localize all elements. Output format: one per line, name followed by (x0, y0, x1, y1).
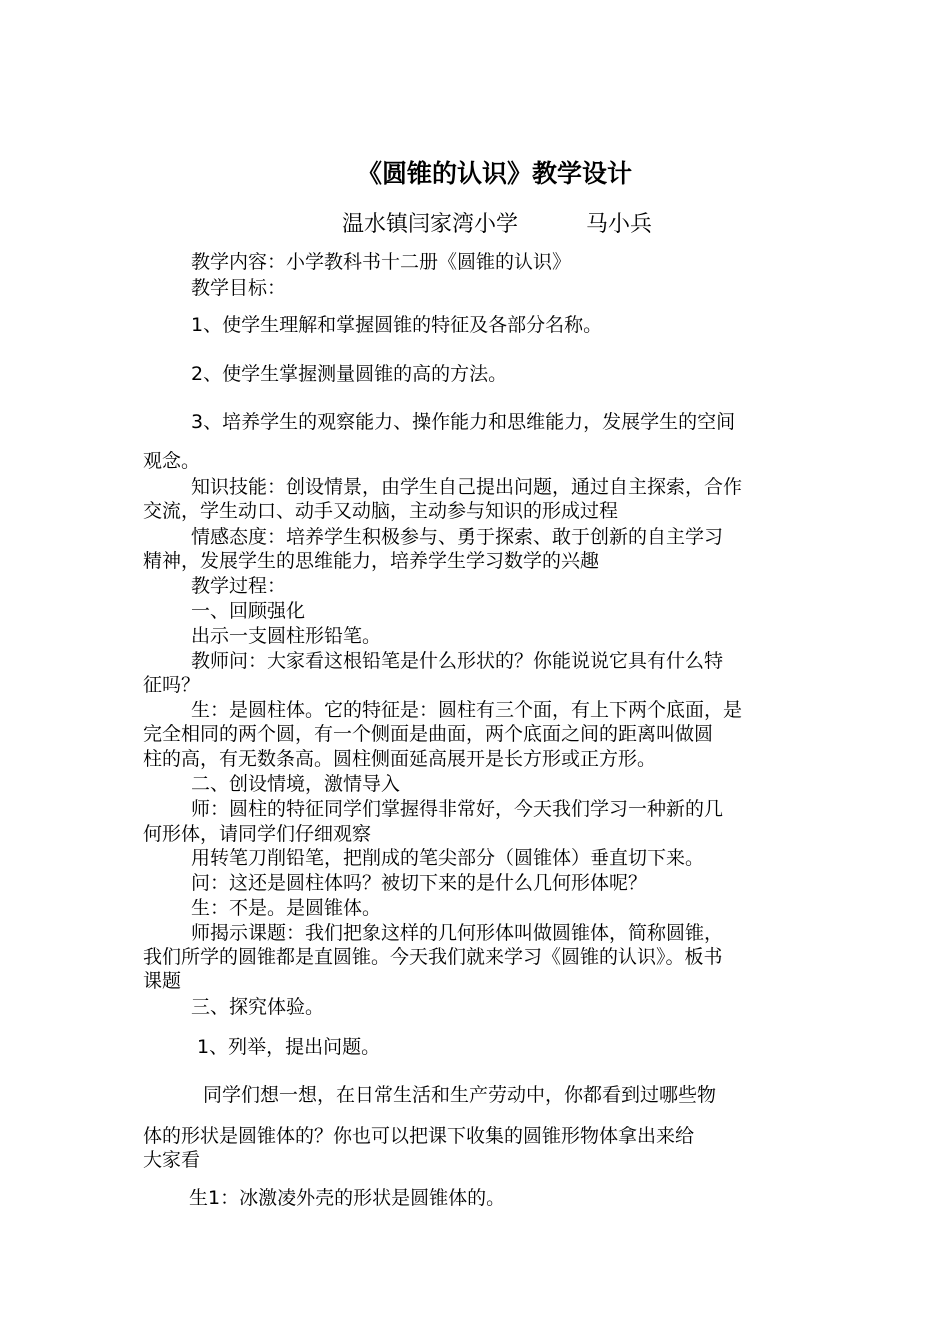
paragraph-line: 精神，发展学生的思维能力，培养学生学习数学的兴趣 (143, 550, 600, 572)
paragraph-line: 我们所学的圆锥都是直圆锥。今天我们就来学习《圆锥的认识》。板书 (143, 946, 723, 968)
paragraph-line: 征吗？ (143, 674, 201, 696)
section-heading: 二、创设情境，激情导入 (191, 773, 401, 795)
paragraph-line: 柱的高，有无数条高。圆柱侧面延高展开是长方形或正方形。 (143, 748, 657, 770)
paragraph-line: 生1：冰激凌外壳的形状是圆锥体的。 (189, 1187, 506, 1209)
author-school: 温水镇闫家湾小学 (342, 212, 519, 237)
section-heading: 教学过程： (191, 575, 287, 597)
subsection-heading: 1、列举，提出问题。 (197, 1036, 381, 1058)
paragraph-line: 情感态度：培养学生积极参与、勇于探索、敢于创新的自主学习 (191, 526, 724, 548)
paragraph-line: 体的形状是圆锥体的？你也可以把课下收集的圆锥形物体拿出来给 (143, 1125, 695, 1147)
teaching-goals-heading: 教学目标： (191, 277, 287, 299)
paragraph-line: 生：不是。是圆锥体。 (191, 897, 382, 919)
goal-2: 2、使学生掌握测量圆锥的高的方法。 (191, 363, 508, 385)
paragraph-line: 师揭示课题：我们把象这样的几何形体叫做圆锥体，简称圆锥， (191, 922, 724, 944)
paragraph-line: 交流，学生动口、动手又动脑，主动参与知识的形成过程 (143, 500, 619, 522)
section-heading: 一、回顾强化 (191, 600, 306, 622)
paragraph-line: 大家看 (143, 1149, 201, 1171)
paragraph-line: 用转笔刀削铅笔，把削成的笔尖部分（圆锥体）垂直切下来。 (191, 847, 705, 869)
goal-3: 3、培养学生的观察能力、操作能力和思维能力，发展学生的空间 (191, 411, 736, 433)
paragraph-line: 问：这还是圆柱体吗？被切下来的是什么几何形体呢？ (191, 872, 648, 894)
paragraph-line: 知识技能：创设情景，由学生自己提出问题，通过自主探索，合作 (191, 476, 743, 498)
goal-1: 1、使学生理解和掌握圆锥的特征及各部分名称。 (191, 314, 603, 336)
teaching-content-line: 教学内容：小学教科书十二册《圆锥的认识》 (191, 251, 572, 273)
paragraph-line: 同学们想一想，在日常生活和生产劳动中，你都看到过哪些物 (203, 1084, 717, 1106)
section-heading: 三、探究体验。 (191, 996, 325, 1018)
paragraph-line: 生：是圆柱体。它的特征是：圆柱有三个面，有上下两个底面，是 (191, 699, 743, 721)
document-title: 《圆锥的认识》教学设计 (357, 159, 633, 188)
paragraph-line: 完全相同的两个圆，有一个侧面是曲面，两个底面之间的距离叫做圆 (143, 723, 714, 745)
author-name: 马小兵 (586, 212, 653, 237)
paragraph-line: 何形体，请同学们仔细观察 (143, 823, 372, 845)
paragraph-line: 师：圆柱的特征同学们掌握得非常好，今天我们学习一种新的几 (191, 798, 724, 820)
goal-3-cont: 观念。 (143, 450, 201, 472)
paragraph-line: 出示一支圆柱形铅笔。 (191, 625, 382, 647)
paragraph-line: 教师问：大家看这根铅笔是什么形状的？你能说说它具有什么特 (191, 650, 724, 672)
paragraph-line: 课题 (143, 970, 182, 992)
